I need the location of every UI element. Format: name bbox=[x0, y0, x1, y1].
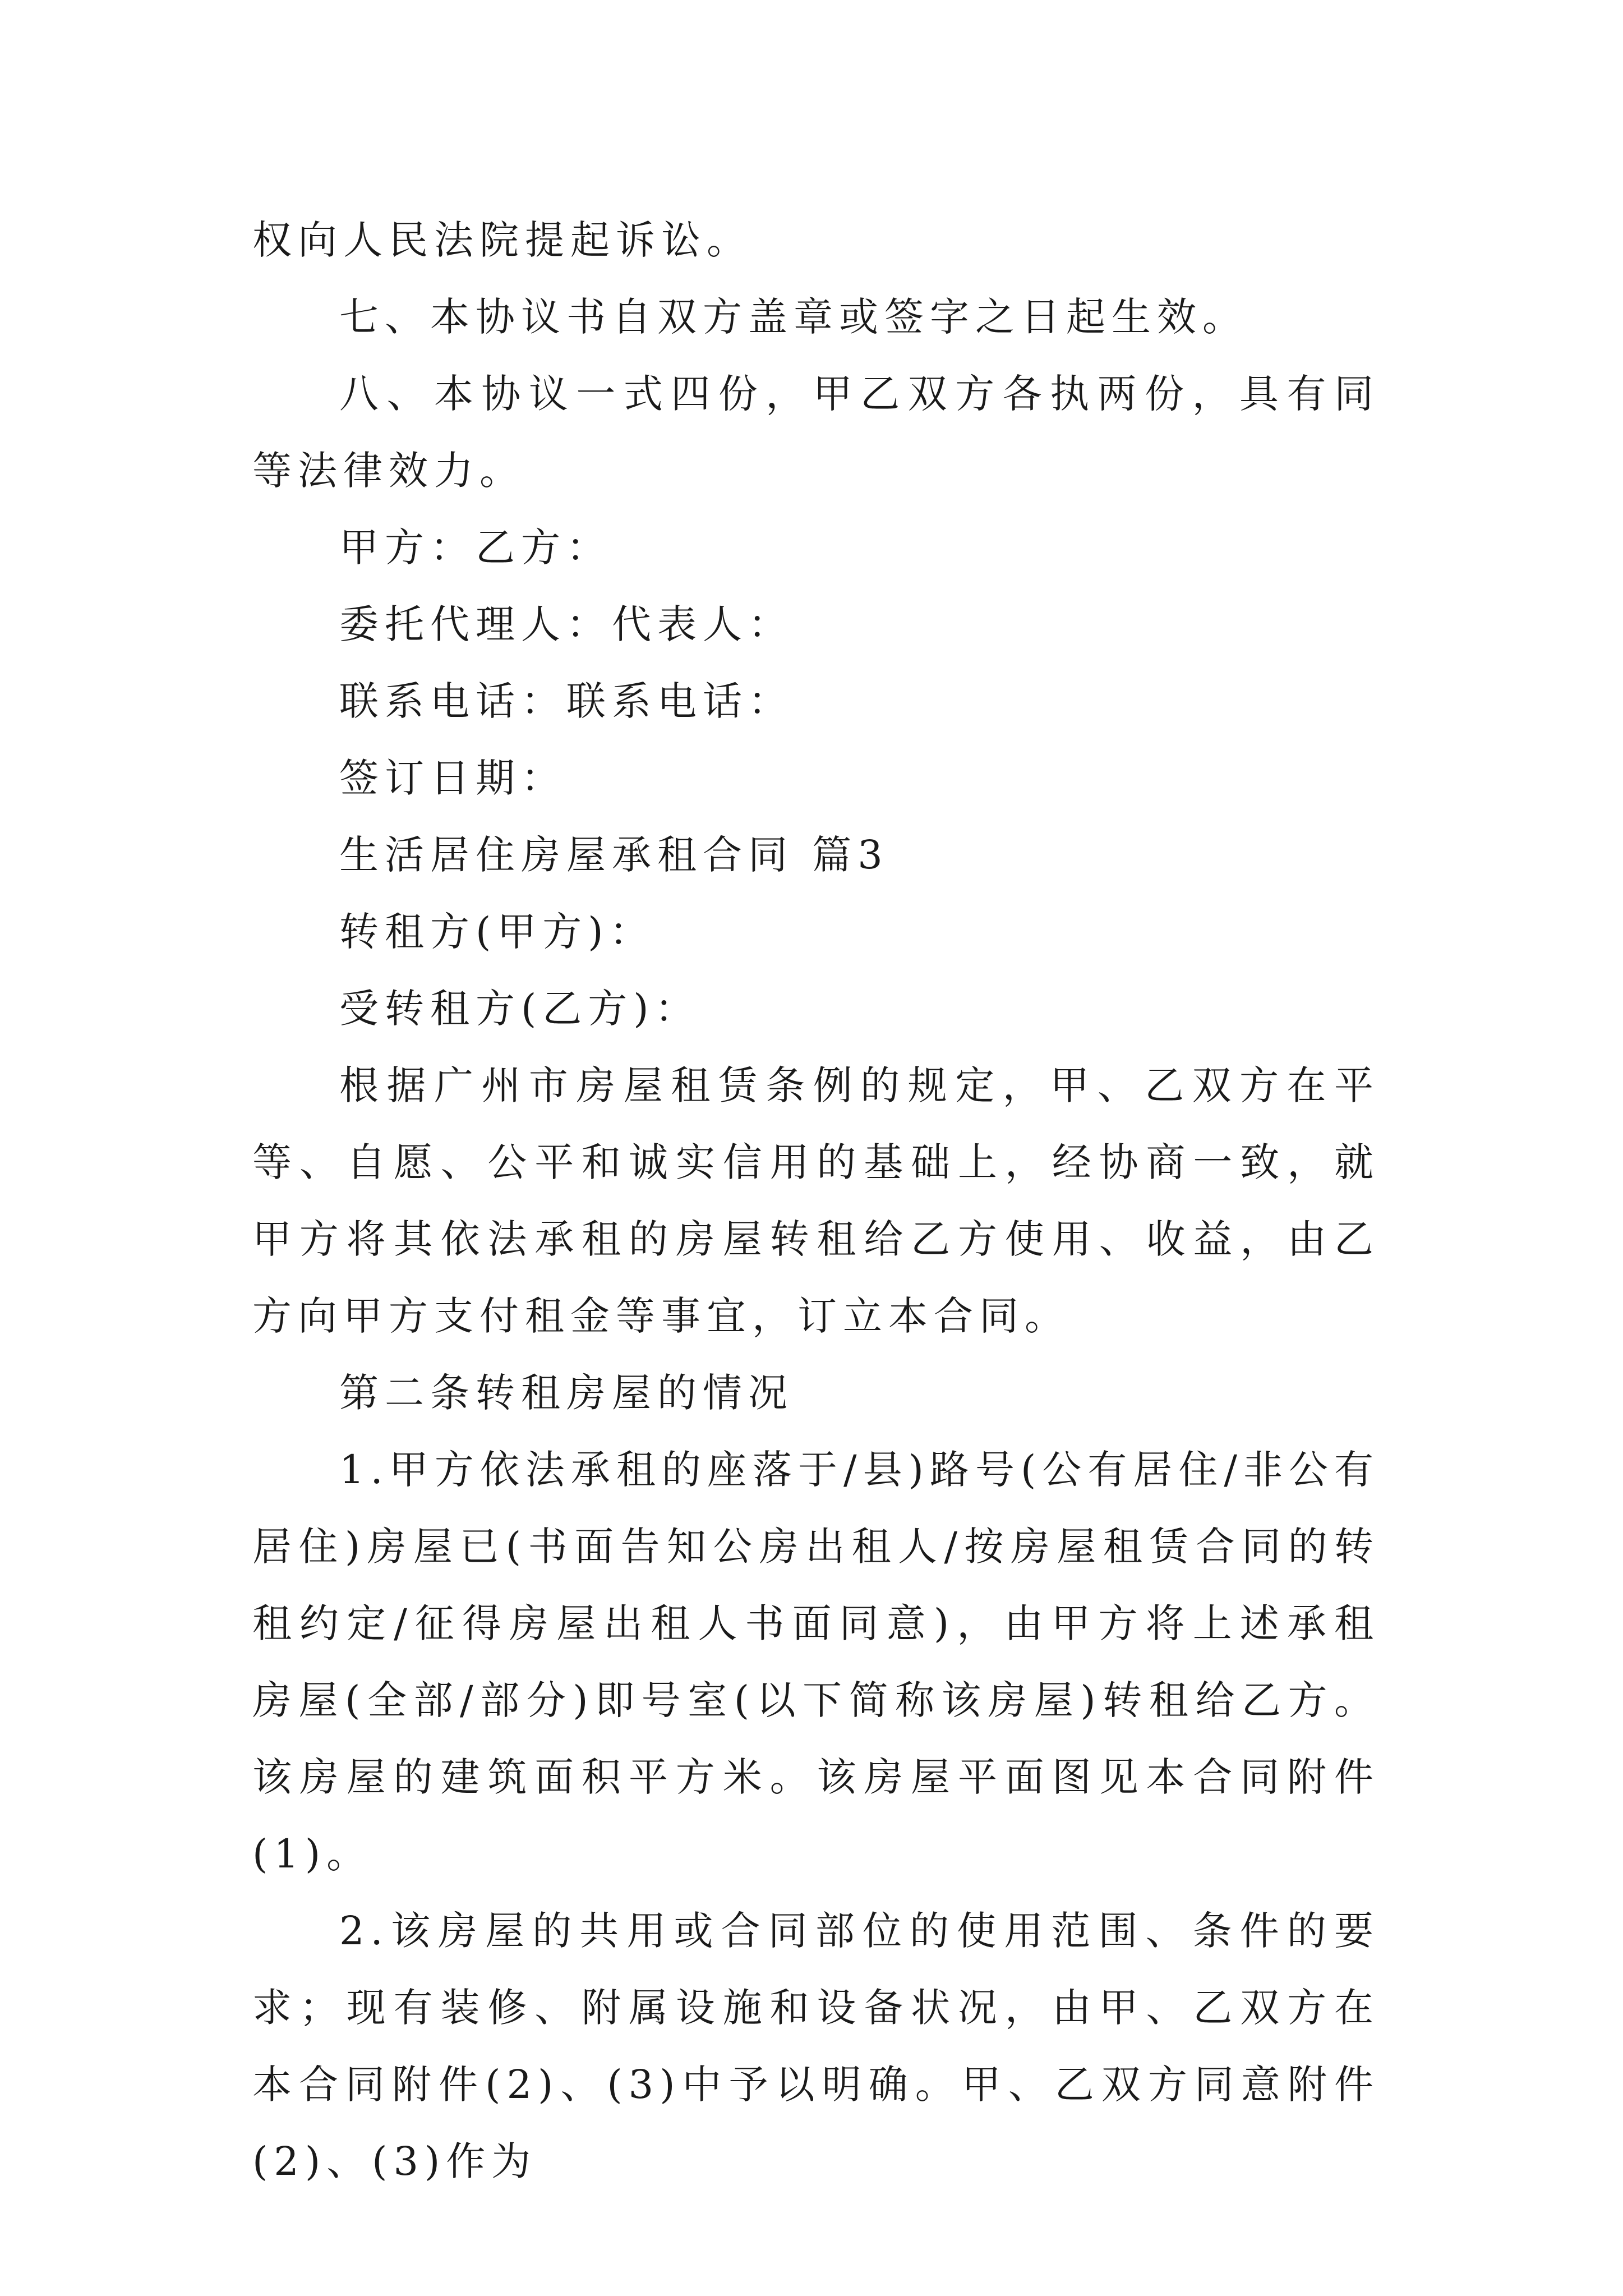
article-2-heading: 第二条转租房屋的情况 bbox=[339, 1370, 794, 1416]
clause-8-copies: 八、本协议一式四份，甲乙双方各执两份，具有同等法律效力。 bbox=[252, 371, 1380, 494]
sublessor-line: 转租方(甲方)： bbox=[339, 909, 655, 955]
signature-agent-line: 委托代理人：代表人： bbox=[339, 601, 794, 647]
document-body bbox=[252, 202, 1380, 2200]
preamble-paragraph: 根据广州市房屋租赁条例的规定，甲、乙双方在平等、自愿、公平和诚实信用的基础上，经协商一致，就甲方将其依法承租的房屋转租给乙方使用、收益，由乙方向甲方支付租金等事宜，订立本合同。 bbox=[252, 1062, 1380, 1339]
section-heading: 生活居住房屋承租合同 篇3 bbox=[339, 832, 889, 878]
sublessee-line: 受转租方(乙方)： bbox=[339, 986, 700, 1032]
paragraph-lawsuit-continuation: 权向人民法院提起诉讼。 bbox=[252, 217, 752, 263]
article-2-item-2: 2.该房屋的共用或合同部位的使用范围、条件的要求；现有装修、附属设施和设备状况，由甲、乙双方在本合同附件(2)、(3)中予以明确。甲、乙双方同意附件(2)、(3)作为 bbox=[252, 1908, 1380, 2184]
signature-date-line: 签订日期： bbox=[339, 755, 566, 801]
signature-phone-line: 联系电话：联系电话： bbox=[339, 678, 794, 724]
article-2-item-1: 1.甲方依法承租的座落于/县)路号(公有居住/非公有居住)房屋已(书面告知公房出租人/按房屋租赁合同的转租约定/征得房屋出租人书面同意)，由甲方将上述承租房屋(全部/部分)即号室(以下简称该房屋)转租给乙方。该房屋的建筑面积平方米。该房屋平面图见本合同附件(1)。 bbox=[252, 1447, 1380, 1877]
clause-7-effective-date: 七、本协议书自双方盖章或签字之日起生效。 bbox=[339, 294, 1248, 340]
signature-party-line: 甲方：乙方： bbox=[339, 524, 612, 570]
